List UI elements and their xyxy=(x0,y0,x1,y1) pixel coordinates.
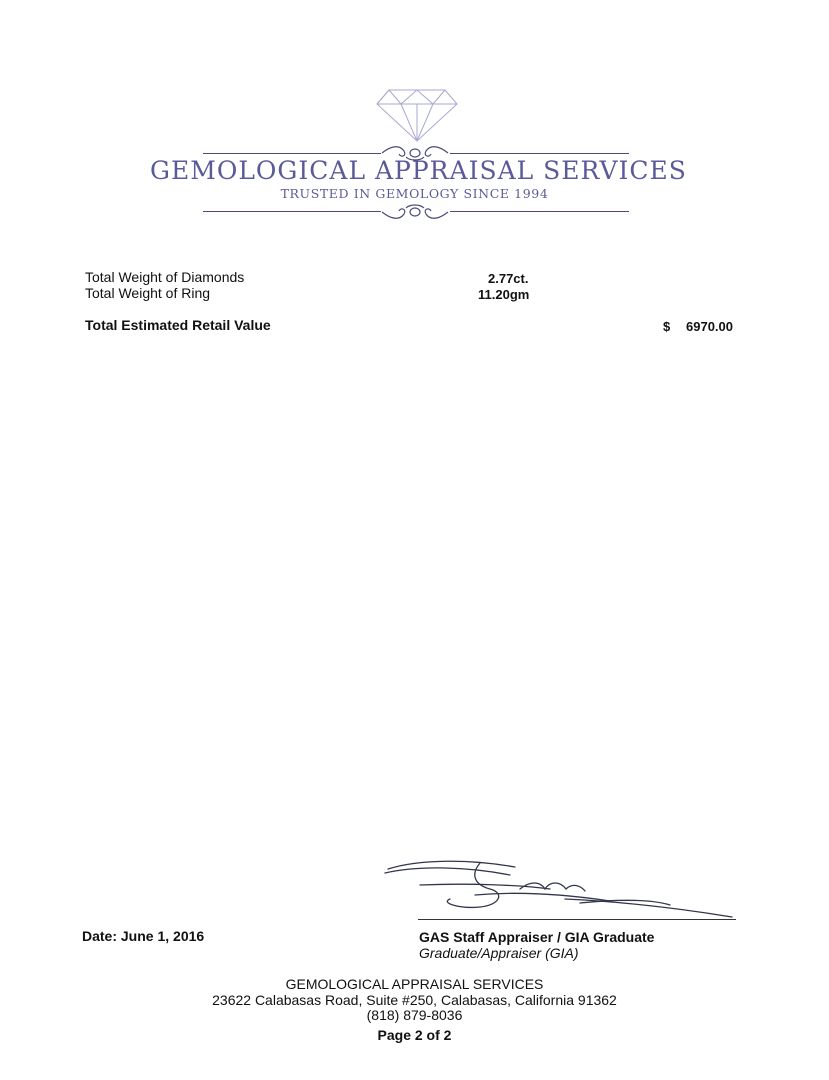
diamond-weight-label: Total Weight of Diamonds xyxy=(85,269,245,285)
letterhead-bottom-rule-left xyxy=(203,211,381,212)
footer-company: GEMOLOGICAL APPRAISAL SERVICES xyxy=(285,976,544,992)
ring-weight-label: Total Weight of Ring xyxy=(85,285,211,301)
letterhead-top-rule-right xyxy=(450,153,629,154)
handwritten-signature xyxy=(380,855,740,925)
page-number: Page 2 of 2 xyxy=(377,1027,452,1043)
company-name: GEMOLOGICAL APPRAISAL SERVICES xyxy=(150,156,687,185)
signer-title: GAS Staff Appraiser / GIA Graduate xyxy=(419,929,655,945)
currency-symbol: $ xyxy=(663,319,671,334)
retail-value-label: Total Estimated Retail Value xyxy=(85,317,271,333)
letterhead-bottom-rule-right xyxy=(450,211,629,212)
flourish-ornament-bottom xyxy=(380,203,450,223)
diamond-weight-value: 2.77ct. xyxy=(488,271,529,286)
footer-address: 23622 Calabasas Road, Suite #250, Calabasas, California 91362 xyxy=(212,992,617,1008)
diamond-icon xyxy=(375,88,459,142)
retail-value: 6970.00 xyxy=(686,319,733,334)
company-tagline: TRUSTED IN GEMOLOGY SINCE 1994 xyxy=(280,186,549,201)
letterhead-top-rule-left xyxy=(203,153,381,154)
ring-weight-value: 11.20gm xyxy=(478,287,530,302)
signer-subtitle: Graduate/Appraiser (GIA) xyxy=(419,945,579,961)
appraisal-date: Date: June 1, 2016 xyxy=(82,928,205,944)
signature-line xyxy=(418,919,736,920)
footer-phone: (818) 879-8036 xyxy=(366,1007,463,1023)
